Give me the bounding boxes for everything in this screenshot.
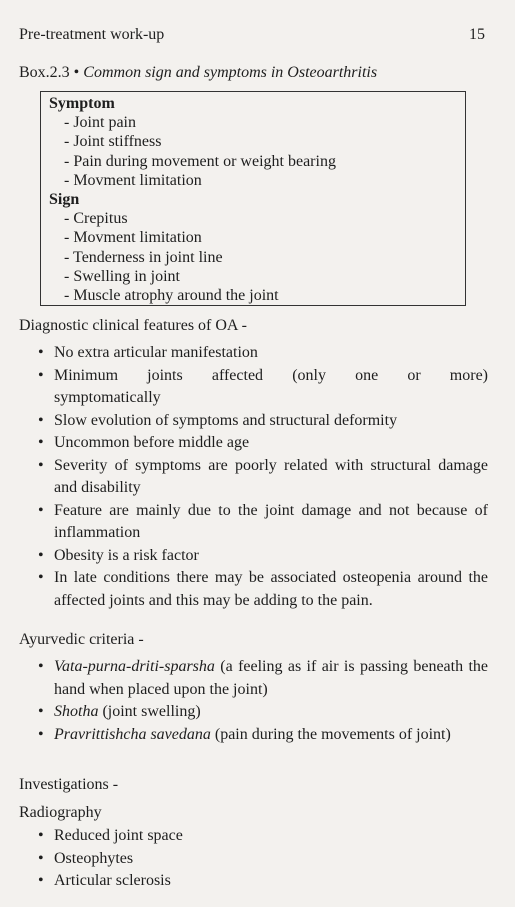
list-item: • Slow evolution of symptoms and structural deformity [36, 410, 488, 433]
symptoms-signs-box [40, 91, 466, 306]
sign-heading: Sign [49, 191, 80, 209]
list-item: • Osteophytes [36, 848, 488, 871]
box-caption: Common sign and symptoms in Osteoarthritis [83, 64, 378, 81]
box-label: Box.2.3 [19, 64, 70, 81]
symptom-item: - Joint pain [64, 114, 136, 132]
list-item [36, 656, 488, 701]
box-title [19, 64, 377, 82]
ayurvedic-heading: Ayurvedic criteria - [19, 631, 144, 648]
term-desc: (pain during the movements of joint) [210, 725, 451, 743]
symptom-item: - Pain during movement or weight bearing [64, 152, 336, 170]
sign-item: - Muscle atrophy around the joint [64, 287, 279, 305]
sign-item: - Movment limitation [64, 229, 202, 247]
list-item: • No extra articular manifestation [36, 342, 488, 365]
list-item: • In late conditions there may be associated osteopenia around the affected joints and this may be adding to the pain. [36, 567, 488, 612]
list-item: • Obesity is a risk factor [36, 545, 488, 568]
page-number: 15 [469, 26, 485, 43]
list-item [36, 724, 488, 747]
list-item: • Reduced joint space [36, 825, 488, 848]
list-item-continuation [36, 387, 488, 410]
list-item: • Severity of symptoms are poorly related with structural damage and disability [36, 455, 488, 500]
continuation-text: symptomatically [54, 389, 161, 406]
diagnostic-heading: Diagnostic clinical features of OA - [19, 317, 247, 334]
term: Shotha [54, 703, 99, 720]
radiography-list [36, 825, 488, 893]
box-separator: • [73, 64, 80, 81]
term-desc: (joint swelling) [98, 703, 201, 720]
list-item: • Feature are mainly due to the joint damage and not because of inflammation [36, 500, 488, 545]
list-item: • Minimum joints affected (only one or more) [36, 365, 488, 388]
sign-item: - Tenderness in joint line [64, 248, 223, 266]
list-item: • Articular sclerosis [36, 870, 488, 893]
term: Vata-purna-driti-sparsha [54, 658, 215, 675]
symptom-heading: Symptom [49, 95, 115, 112]
list-item [36, 701, 488, 724]
symptom-item: - Movment limitation [64, 171, 202, 189]
term-desc: (a feeling as if air is passing beneath the hand when placed upon the joint) [54, 658, 488, 698]
diagnostic-list [36, 342, 488, 612]
symptom-item: - Joint stiffness [64, 133, 162, 151]
investigations-heading: Investigations - [19, 776, 119, 793]
sign-item: - Crepitus [64, 210, 128, 228]
page-header [19, 26, 485, 46]
term: Pravrittishcha savedana [54, 725, 211, 743]
running-head: Pre-treatment work-up [19, 26, 165, 43]
sign-item: - Swelling in joint [64, 267, 180, 285]
ayurvedic-list [36, 656, 488, 746]
list-item: • Uncommon before middle age [36, 432, 488, 455]
radiography-heading: Radiography [19, 804, 102, 821]
